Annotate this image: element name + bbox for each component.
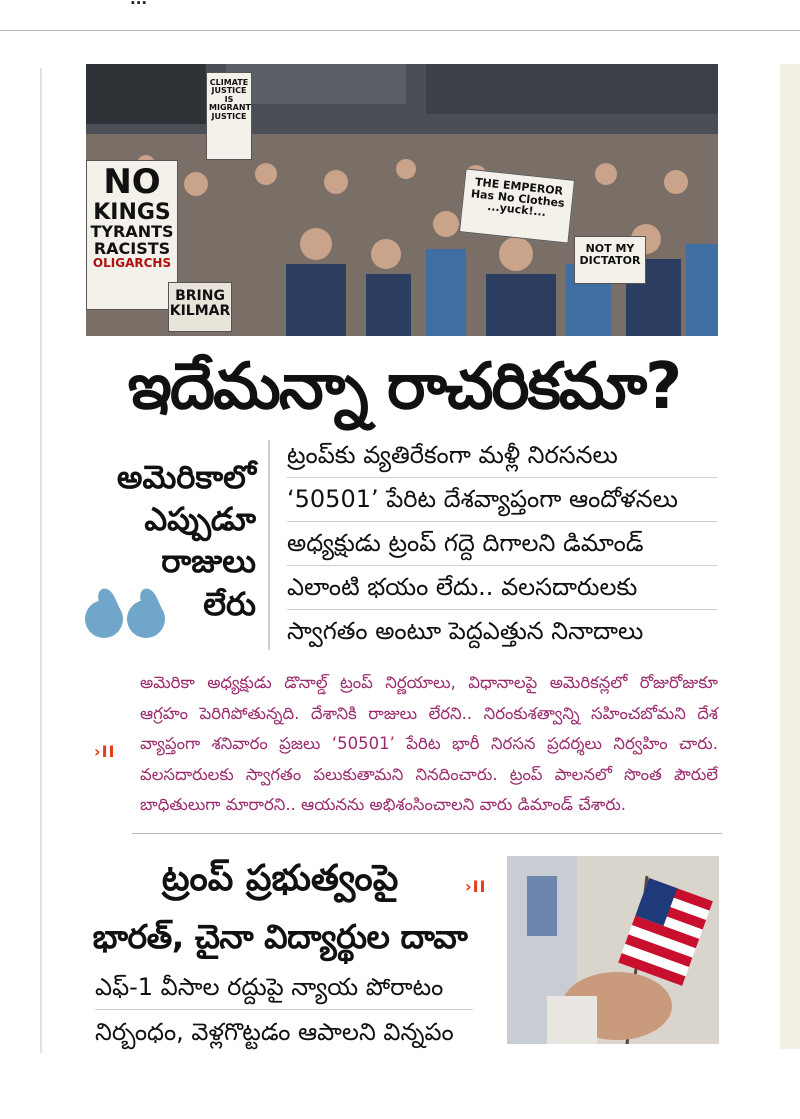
second-story-headline	[80, 850, 480, 966]
previous-page-strip	[0, 0, 800, 31]
pull-quote-line: అమెరికాలో	[116, 458, 256, 496]
deck-line: నిర్బంధం, వెళ్లగొట్టడం ఆపాలని విన్నపం	[95, 1018, 454, 1046]
pull-quote-line: లేరు	[203, 584, 256, 623]
deck-line: స్వాగతం అంటూ పెద్దఎత్తున నినాదాలు	[287, 617, 644, 645]
climate-justice-sign: CLIMATE JUSTICE IS MIGRANT JUSTICE	[206, 72, 252, 160]
deck-line: అధ్యక్షుడు ట్రంప్ గద్దె దిగాలని డిమాండ్	[287, 522, 717, 566]
flag-hands-illustration	[507, 856, 719, 1044]
sign-line: TYRANTS	[90, 221, 174, 241]
main-headline: ఇదేమన్నా రాచరికమా?	[127, 350, 681, 424]
left-column-rule	[40, 68, 42, 1053]
not-my-dictator-sign: NOT MY DICTATOR	[574, 236, 646, 284]
deck-line: ఎఫ్-1 వీసాల రద్దుపై న్యాయ పోరాటం	[95, 965, 473, 1010]
headline-line: ట్రంప్ ప్రభుత్వంపై	[161, 858, 399, 899]
headline-line: భారత్, చైనా విద్యార్థుల దావా	[92, 917, 468, 956]
continue-marker-icon: ›II	[465, 877, 487, 896]
second-story-deck	[95, 965, 473, 1054]
protest-photo	[86, 64, 718, 336]
cut-off-text	[130, 0, 147, 8]
deck-line: ట్రంప్‌కు వ్యతిరేకంగా మళ్లీ నిరసనలు	[287, 434, 717, 478]
visa-flag-photo	[507, 856, 719, 1044]
story-deck	[287, 434, 717, 653]
continue-marker-icon: ›II	[94, 742, 116, 761]
adjacent-column-edge	[780, 64, 800, 1049]
deck-line: ఎలాంటి భయం లేదు.. వలసదారులకు	[287, 566, 717, 610]
sign-line: NO	[103, 162, 161, 202]
quote-marks-icon	[83, 600, 173, 648]
pull-quote-line: రాజులు	[161, 542, 256, 581]
section-divider	[132, 833, 722, 834]
emperor-sign: THE EMPEROR Has No Clothes ...yuck!...	[459, 168, 575, 243]
no-kings-sign	[86, 160, 178, 310]
sign-line: KINGS	[93, 199, 171, 225]
deck-line: ‘50501’ పేరిట దేశవ్యాప్తంగా ఆందోళనలు	[287, 478, 717, 522]
pull-quote-line: ఎప్పుడూ	[144, 500, 256, 539]
deck-divider	[268, 440, 270, 650]
sign-line: RACISTS	[93, 238, 171, 258]
story-summary: అమెరికా అధ్యక్షుడు డొనాల్డ్ ట్రంప్ నిర్ణయాలు, విధానాలపై అమెరికన్లలో రోజురోజుకూ ఆగ్రహం పెరిగిపోతున్నది. దేశానికి రాజులు లేరని.. నిరంకుశత్వాన్ని సహించబోమని దేశ వ్యాప్తంగా శనివారం ప్రజలు ‘50501’ పేరిట భారీ నిరసన ప్రదర్శలు నిర్వహిం చారు. వలసదారులకు స్వాగతం పలుకుతామని నినదించారు. ట్రంప్ పాలనలో సొంత పౌరులే బాధితులుగా మారారని.. ఆయనను అభిశంసించాలని వారు డిమాండ్ చేశారు.	[140, 673, 718, 814]
bring-kilmar-sign: BRING KILMAR	[168, 282, 232, 332]
sign-line: OLIGARCHS	[92, 256, 172, 271]
